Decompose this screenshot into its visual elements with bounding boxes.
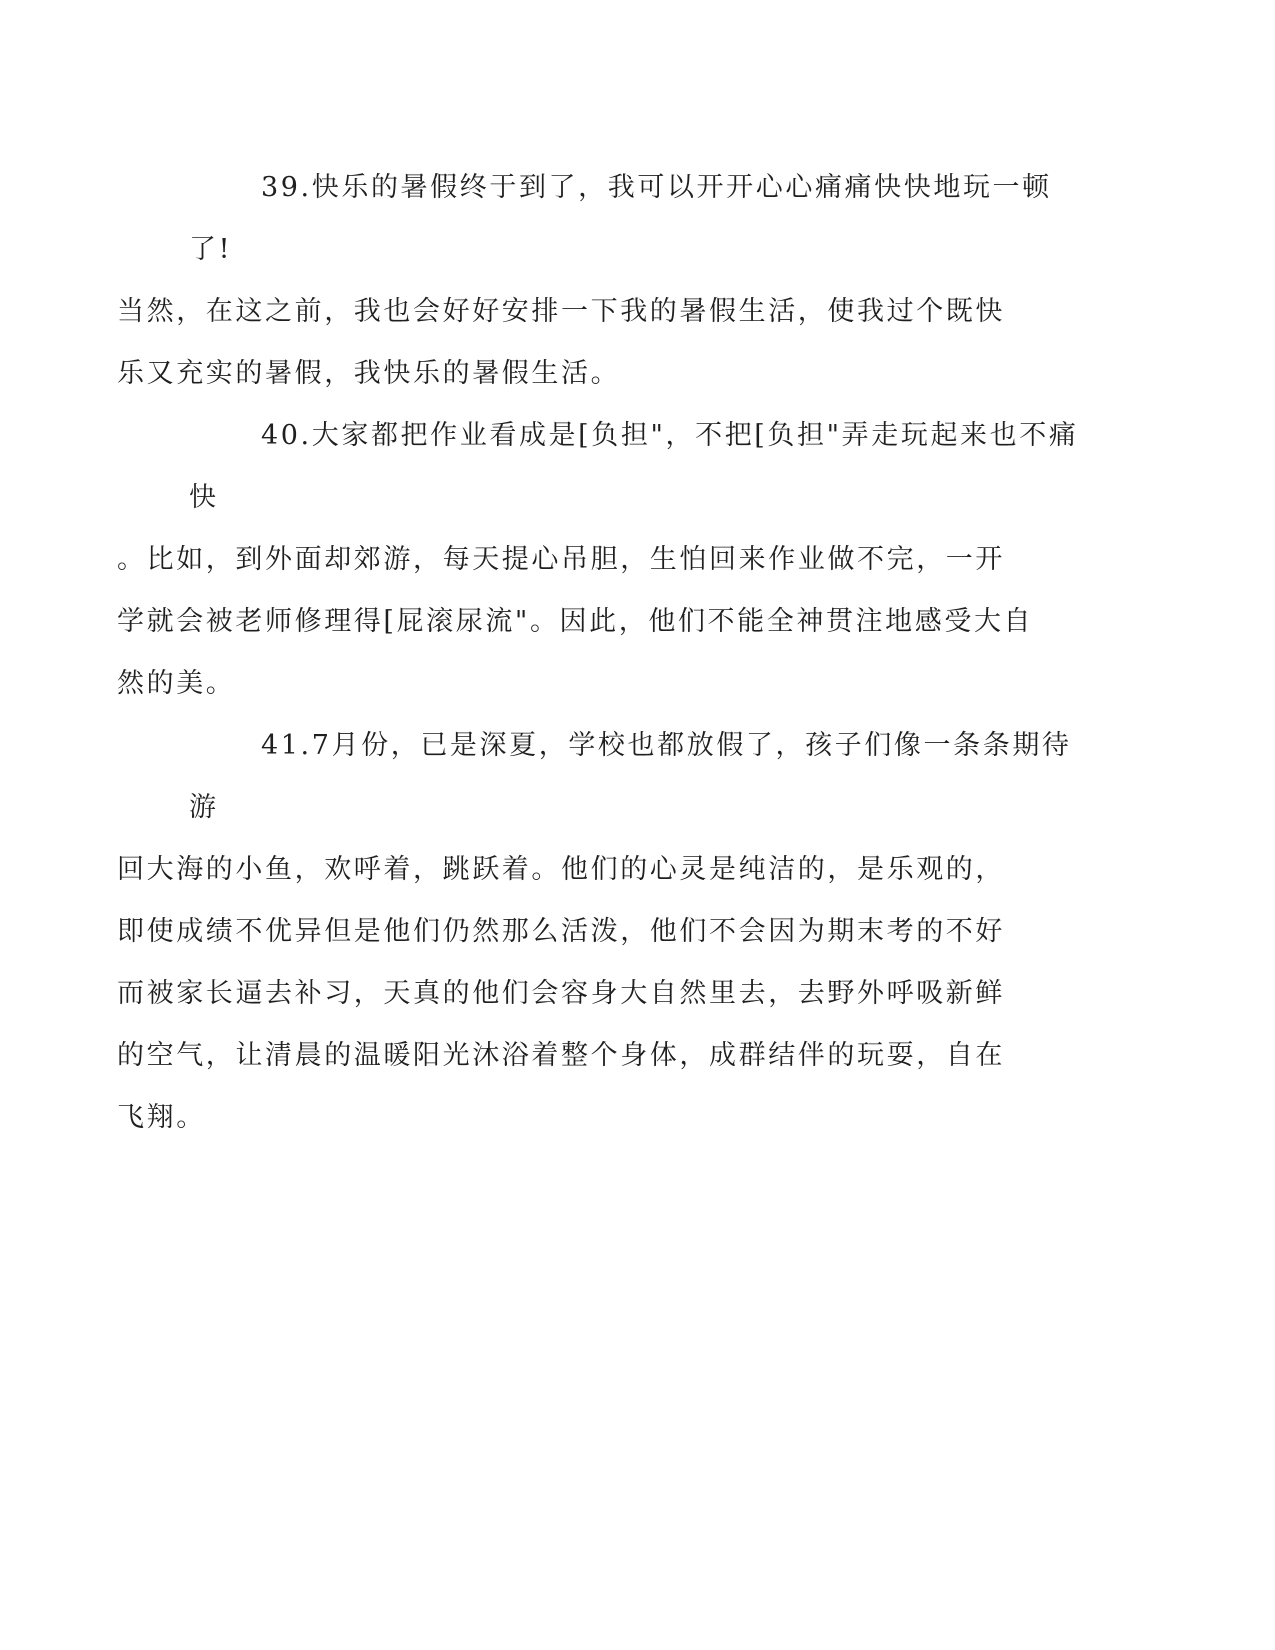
- text-line: 。比如，到外面却郊游，每天提心吊胆，生怕回来作业做不完，一开: [117, 544, 1005, 575]
- text-line: 然的美。: [117, 668, 236, 699]
- text-line: 39.快乐的暑假终于到了，我可以开开心心痛痛快快地玩一顿了!: [189, 172, 1052, 265]
- text-line: 而被家长逼去补习，天真的他们会容身大自然里去，去野外呼吸新鲜: [117, 978, 1005, 1009]
- text-line: 学就会被老师修理得[屁滚尿流"。因此，他们不能全神贯注地感受大自: [117, 606, 1034, 637]
- text-line: 40.大家都把作业看成是[负担"，不把[负担"弄走玩起来也不痛快: [189, 420, 1079, 513]
- text-line: 回大海的小鱼，欢呼着，跳跃着。他们的心灵是纯洁的，是乐观的，: [117, 854, 1005, 885]
- text-line: 飞翔。: [117, 1102, 206, 1133]
- document-body: [117, 157, 1089, 1149]
- paragraph-41: [117, 715, 1089, 1149]
- text-line: 当然，在这之前，我也会好好安排一下我的暑假生活，使我过个既快: [117, 296, 1005, 327]
- text-line: 的空气，让清晨的温暖阳光沐浴着整个身体，成群结伴的玩耍，自在: [117, 1040, 1005, 1071]
- text-line: 41.7月份，已是深夏，学校也都放假了，孩子们像一条条期待游: [189, 730, 1072, 823]
- paragraph-40: [117, 405, 1089, 715]
- text-line: 即使成绩不优异但是他们仍然那么活泼，他们不会因为期末考的不好: [117, 916, 1005, 947]
- text-line: 乐又充实的暑假，我快乐的暑假生活。: [117, 358, 621, 389]
- paragraph-39: [117, 157, 1089, 405]
